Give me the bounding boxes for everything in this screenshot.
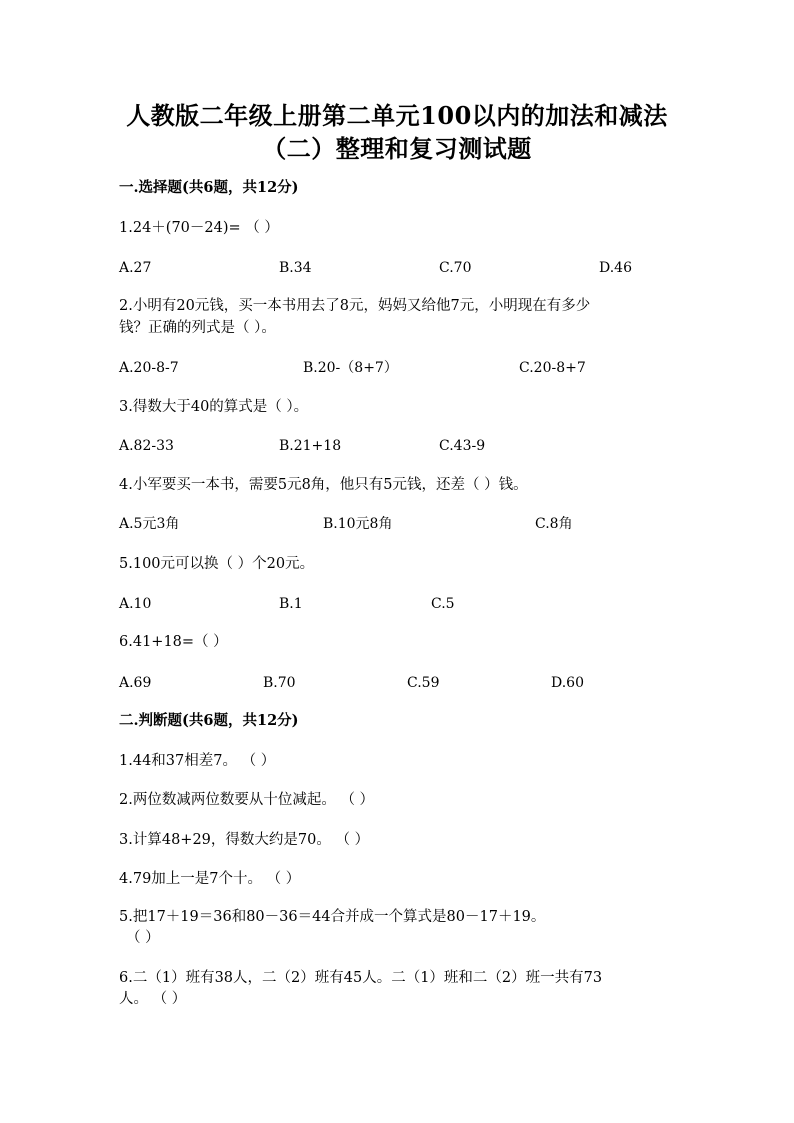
choice-question-6 bbox=[119, 632, 228, 652]
question-number: 5. bbox=[119, 909, 133, 925]
option-c: C.5 bbox=[431, 596, 455, 612]
option-a: A.20-8-7 bbox=[119, 360, 179, 376]
option-c: C.43-9 bbox=[439, 438, 486, 454]
option-c: C.20-8+7 bbox=[519, 360, 586, 376]
option-a: A.5元3角 bbox=[119, 516, 180, 532]
option-d: D.60 bbox=[551, 675, 584, 691]
choice-question-3 bbox=[119, 397, 308, 417]
option-c: C.59 bbox=[407, 675, 440, 691]
page-title-line1: 人教版二年级上册第二单元100以内的加法和减法 bbox=[126, 101, 668, 130]
question-number: 4. bbox=[119, 871, 133, 887]
question-number: 5. bbox=[119, 556, 133, 572]
question-number: 6. bbox=[119, 970, 133, 986]
question-number: 3. bbox=[119, 832, 133, 848]
question-number: 1. bbox=[119, 753, 133, 769]
section-heading-judgment: 二.判断题(共6题，共12分) bbox=[119, 712, 299, 729]
question-text-continued: 人。 （ ） bbox=[119, 991, 187, 1007]
question-text: 79加上一是7个十。 （ ） bbox=[132, 871, 301, 887]
question-text: 44和37相差7。 （ ） bbox=[132, 753, 276, 769]
question-number: 2. bbox=[119, 792, 133, 808]
option-b: B.1 bbox=[279, 596, 303, 612]
choice-question-1 bbox=[119, 218, 279, 238]
question-text-continued: 钱？正确的列式是（ ）。 bbox=[119, 320, 276, 336]
option-b: B.34 bbox=[279, 260, 312, 276]
choice-question-2 bbox=[119, 296, 590, 316]
question-text: 计算48+29，得数大约是70。 （ ） bbox=[132, 832, 370, 848]
judgment-question-3 bbox=[119, 830, 369, 850]
judgment-question-6 bbox=[119, 968, 602, 988]
question-text: 两位数减两位数要从十位减起。 （ ） bbox=[132, 792, 375, 808]
option-b: B.70 bbox=[263, 675, 296, 691]
option-b: B.21+18 bbox=[279, 438, 342, 454]
option-a: A.10 bbox=[119, 596, 152, 612]
question-number: 3. bbox=[119, 399, 133, 415]
question-text: 100元可以换（ ）个20元。 bbox=[132, 556, 315, 572]
question-text: 二（1）班有38人，二（2）班有45人。二（1）班和二（2）班一共有73 bbox=[132, 970, 603, 986]
question-text: 小明有20元钱，买一本书用去了8元，妈妈又给他7元，小明现在有多少 bbox=[132, 298, 591, 314]
question-number: 2. bbox=[119, 298, 133, 314]
question-text: 小军要买一本书，需要5元8角，他只有5元钱，还差（ ）钱。 bbox=[132, 477, 528, 493]
choice-question-4 bbox=[119, 475, 528, 495]
question-text: 把17＋19＝36和80－36＝44合并成一个算式是80－17＋19。 bbox=[132, 909, 546, 925]
question-number: 4. bbox=[119, 477, 133, 493]
question-number: 6. bbox=[119, 634, 133, 650]
option-a: A.82-33 bbox=[119, 438, 174, 454]
option-a: A.69 bbox=[119, 675, 152, 691]
question-text: 得数大于40的算式是（ ）。 bbox=[132, 399, 309, 415]
option-d: D.46 bbox=[599, 260, 632, 276]
judgment-question-1 bbox=[119, 751, 275, 771]
question-number: 1. bbox=[119, 220, 133, 236]
option-b: B.20-（8+7） bbox=[303, 360, 398, 376]
judgment-question-2 bbox=[119, 790, 374, 810]
option-b: B.10元8角 bbox=[323, 516, 393, 532]
question-text-continued: （ ） bbox=[126, 930, 160, 946]
question-text: 24＋(70－24)= （ ） bbox=[132, 220, 279, 236]
question-text: 41+18=（ ） bbox=[132, 634, 228, 650]
choice-question-5 bbox=[119, 554, 314, 574]
judgment-question-5 bbox=[119, 907, 545, 927]
page-title-line2: （二）整理和复习测试题 bbox=[262, 134, 532, 163]
section-heading-choice: 一.选择题(共6题，共12分) bbox=[119, 179, 299, 196]
judgment-question-4 bbox=[119, 869, 300, 889]
option-a: A.27 bbox=[119, 260, 152, 276]
option-c: C.8角 bbox=[535, 516, 573, 532]
option-c: C.70 bbox=[439, 260, 472, 276]
